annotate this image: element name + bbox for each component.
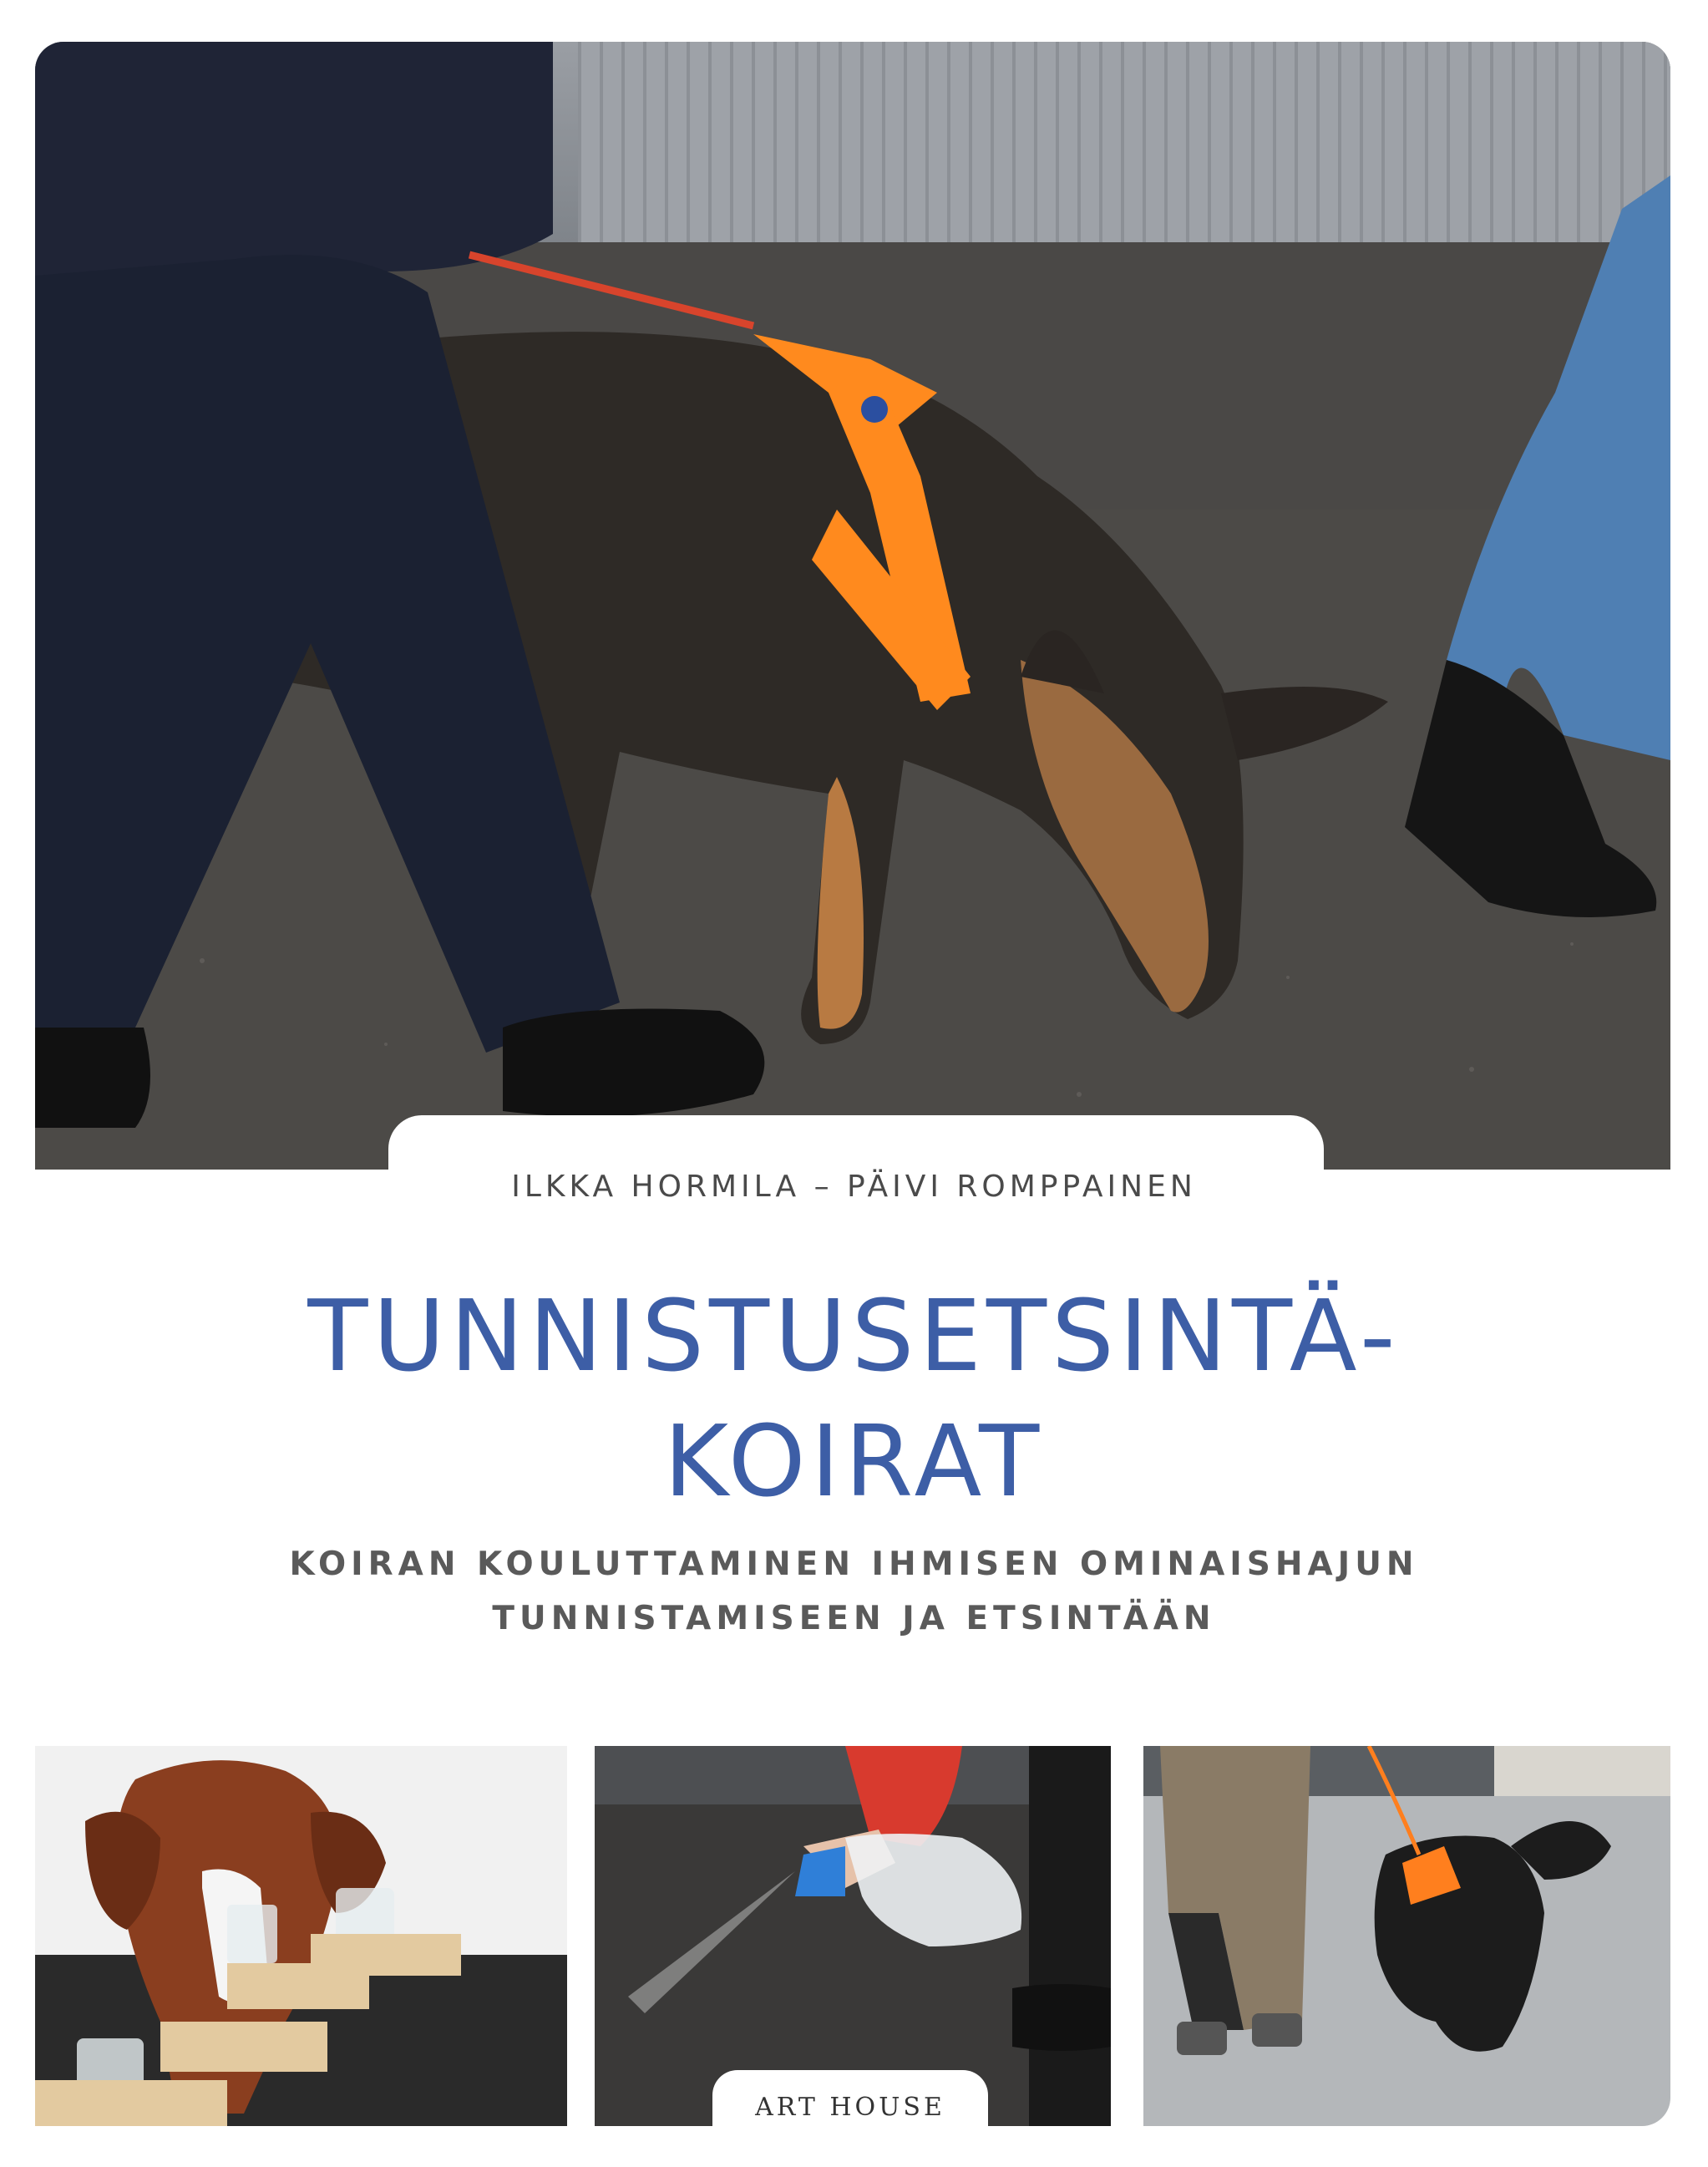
book-subtitle-line1: KOIRAN KOULUTTAMINEN IHMISEN OMINAISHAJUN bbox=[289, 1545, 1419, 1583]
dog-tracking-illustration bbox=[35, 42, 1670, 1170]
book-subtitle-line2: TUNNISTAMISEEN JA ETSINTÄÄN bbox=[492, 1600, 1216, 1637]
book-title-line2: KOIRAT bbox=[663, 1403, 1045, 1519]
dog-harness-tracking-photo bbox=[1143, 1746, 1670, 2126]
collie-scent-jars-photo bbox=[35, 1746, 567, 2126]
book-title-line1: TUNNISTUSETSINTÄ- bbox=[307, 1278, 1401, 1393]
authors: ILKKA HORMILA – PÄIVI ROMPPAINEN bbox=[511, 1170, 1197, 1204]
publisher-name: ART HOUSE bbox=[755, 2093, 945, 2122]
spray-bottle-photo bbox=[595, 1746, 1111, 2126]
hero-photo bbox=[35, 42, 1670, 1170]
